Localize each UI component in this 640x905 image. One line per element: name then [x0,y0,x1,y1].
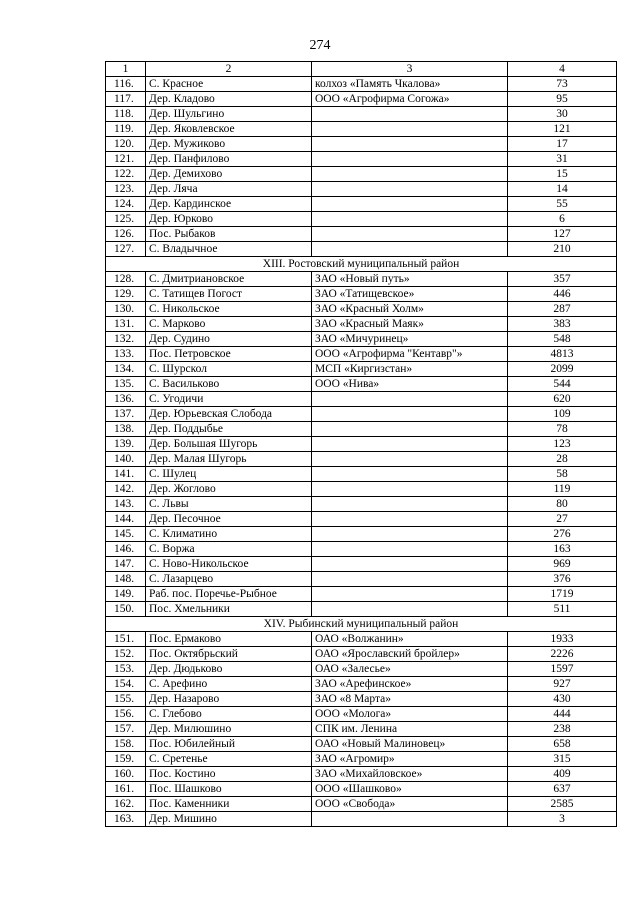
value-cell: 55 [508,197,617,212]
table-row [106,482,617,497]
value-cell: 17 [508,137,617,152]
enterprise-name: ОАО «Ярославский бройлер» [312,647,508,662]
row-number: 143. [106,497,146,512]
table-row [106,557,617,572]
table-row [106,407,617,422]
enterprise-name [312,587,508,602]
settlement-name: Пос. Каменники [146,797,312,812]
settlement-name: С. Шулец [146,467,312,482]
enterprise-name: ОАО «Волжанин» [312,632,508,647]
value-cell: 27 [508,512,617,527]
settlement-name: Дер. Шульгино [146,107,312,122]
enterprise-name: ООО «Агрофирма "Кентавр"» [312,347,508,362]
table-row [106,572,617,587]
table-row [106,287,617,302]
value-cell: 238 [508,722,617,737]
table-row [106,422,617,437]
row-number: 159. [106,752,146,767]
table-row [106,362,617,377]
value-cell: 15 [508,167,617,182]
enterprise-name: ЗАО «Новый путь» [312,272,508,287]
enterprise-name: ЗАО «Красный Маяк» [312,317,508,332]
row-number: 149. [106,587,146,602]
settlement-name: Дер. Панфилово [146,152,312,167]
table-row [106,332,617,347]
enterprise-name [312,602,508,617]
settlement-name: Дер. Юрьевская Слобода [146,407,312,422]
value-cell: 58 [508,467,617,482]
settlement-name: С. Сретенье [146,752,312,767]
table-row [106,152,617,167]
section-row [106,257,617,272]
value-cell: 80 [508,497,617,512]
row-number: 120. [106,137,146,152]
row-number: 122. [106,167,146,182]
settlement-name: С. Никольское [146,302,312,317]
value-cell: 1719 [508,587,617,602]
row-number: 146. [106,542,146,557]
settlement-name: Дер. Ляча [146,182,312,197]
settlement-name: Дер. Яковлевское [146,122,312,137]
row-number: 135. [106,377,146,392]
row-number: 154. [106,677,146,692]
value-cell: 123 [508,437,617,452]
table-row [106,242,617,257]
enterprise-name [312,452,508,467]
table-row [106,122,617,137]
value-cell: 658 [508,737,617,752]
table-row [106,512,617,527]
settlement-name: Пос. Петровское [146,347,312,362]
enterprise-name [312,572,508,587]
value-cell: 376 [508,572,617,587]
settlement-name: Дер. Песочное [146,512,312,527]
row-number: 147. [106,557,146,572]
table-row [106,317,617,332]
value-cell: 544 [508,377,617,392]
enterprise-name: ООО «Свобода» [312,797,508,812]
table-row [106,767,617,782]
row-number: 138. [106,422,146,437]
value-cell: 511 [508,602,617,617]
settlement-name: Пос. Юбилейный [146,737,312,752]
settlement-name: С. Ново-Никольское [146,557,312,572]
row-number: 158. [106,737,146,752]
row-number: 139. [106,437,146,452]
row-number: 160. [106,767,146,782]
value-cell: 276 [508,527,617,542]
enterprise-name: ЗАО «Красный Холм» [312,302,508,317]
table-row [106,272,617,287]
table-row [106,812,617,827]
row-number: 132. [106,332,146,347]
row-number: 155. [106,692,146,707]
settlement-name: С. Владычное [146,242,312,257]
table-row [106,452,617,467]
settlement-name: С. Дмитриановское [146,272,312,287]
settlement-name: С. Львы [146,497,312,512]
table-row [106,662,617,677]
value-cell: 2226 [508,647,617,662]
table-row [106,302,617,317]
value-cell: 444 [508,707,617,722]
settlement-name: С. Марково [146,317,312,332]
enterprise-name [312,242,508,257]
table-row [106,347,617,362]
value-cell: 109 [508,407,617,422]
row-number: 123. [106,182,146,197]
column-header: 3 [312,62,508,77]
table-row [106,527,617,542]
table-row [106,227,617,242]
settlement-name: Дер. Юрково [146,212,312,227]
row-number: 151. [106,632,146,647]
value-cell: 31 [508,152,617,167]
table-row [106,377,617,392]
enterprise-name [312,392,508,407]
enterprise-name: ООО «Молога» [312,707,508,722]
value-cell: 30 [508,107,617,122]
table-row [106,632,617,647]
row-number: 136. [106,392,146,407]
value-cell: 409 [508,767,617,782]
row-number: 153. [106,662,146,677]
value-cell: 1597 [508,662,617,677]
value-cell: 287 [508,302,617,317]
enterprise-name: ОАО «Залесье» [312,662,508,677]
value-cell: 14 [508,182,617,197]
row-number: 140. [106,452,146,467]
row-number: 127. [106,242,146,257]
table-row [106,797,617,812]
enterprise-name [312,512,508,527]
enterprise-name: колхоз «Память Чкалова» [312,77,508,92]
enterprise-name [312,107,508,122]
value-cell: 315 [508,752,617,767]
value-cell: 127 [508,227,617,242]
enterprise-name: ЗАО «Татищевское» [312,287,508,302]
value-cell: 620 [508,392,617,407]
settlement-name: Дер. Кладово [146,92,312,107]
table-row [106,677,617,692]
value-cell: 637 [508,782,617,797]
row-number: 124. [106,197,146,212]
settlement-name: С. Климатино [146,527,312,542]
row-number: 161. [106,782,146,797]
row-number: 119. [106,122,146,137]
settlement-name: С. Татищев Погост [146,287,312,302]
value-cell: 73 [508,77,617,92]
value-cell: 163 [508,542,617,557]
enterprise-name: МСП «Киргизстан» [312,362,508,377]
settlement-name: Пос. Костино [146,767,312,782]
enterprise-name: ООО «Нива» [312,377,508,392]
row-number: 150. [106,602,146,617]
table-row [106,782,617,797]
table-row [106,137,617,152]
settlement-name: Пос. Ермаково [146,632,312,647]
settlement-name: С. Лазарцево [146,572,312,587]
row-number: 126. [106,227,146,242]
row-number: 144. [106,512,146,527]
row-number: 125. [106,212,146,227]
value-cell: 95 [508,92,617,107]
value-cell: 548 [508,332,617,347]
enterprise-name [312,227,508,242]
table-row [106,707,617,722]
settlement-name: С. Угодичи [146,392,312,407]
enterprise-name: ЗАО «Мичуринец» [312,332,508,347]
row-number: 133. [106,347,146,362]
enterprise-name [312,527,508,542]
settlement-name: С. Арефино [146,677,312,692]
settlement-name: С. Шурскол [146,362,312,377]
settlement-name: Дер. Судино [146,332,312,347]
settlement-name: Пос. Шашково [146,782,312,797]
enterprise-name: ООО «Агрофирма Согожа» [312,92,508,107]
table-row [106,497,617,512]
section-title: XIII. Ростовский муниципальный район [106,257,617,272]
value-cell: 969 [508,557,617,572]
table-row [106,647,617,662]
value-cell: 210 [508,242,617,257]
settlement-name: Пос. Хмельники [146,602,312,617]
enterprise-name [312,137,508,152]
table-row [106,602,617,617]
enterprise-name [312,197,508,212]
value-cell: 78 [508,422,617,437]
settlement-name: Раб. пос. Поречье-Рыбное [146,587,312,602]
settlement-name: С. Глебово [146,707,312,722]
settlement-name: Дер. Демихово [146,167,312,182]
row-number: 162. [106,797,146,812]
row-number: 117. [106,92,146,107]
column-header: 1 [106,62,146,77]
row-number: 129. [106,287,146,302]
enterprise-name [312,497,508,512]
row-number: 156. [106,707,146,722]
enterprise-name [312,122,508,137]
value-cell: 6 [508,212,617,227]
value-cell: 927 [508,677,617,692]
settlement-name: Дер. Малая Шугорь [146,452,312,467]
enterprise-name [312,212,508,227]
settlement-name: Дер. Мужиково [146,137,312,152]
value-cell: 119 [508,482,617,497]
table-row [106,692,617,707]
enterprise-name: СПК им. Ленина [312,722,508,737]
column-header: 2 [146,62,312,77]
row-number: 116. [106,77,146,92]
settlement-name: Пос. Октябрьский [146,647,312,662]
header-row [106,62,617,77]
row-number: 148. [106,572,146,587]
table-row [106,467,617,482]
settlement-name: Дер. Назарово [146,692,312,707]
settlement-name: С. Васильково [146,377,312,392]
enterprise-name [312,182,508,197]
enterprise-name: ОАО «Новый Малиновец» [312,737,508,752]
enterprise-name [312,482,508,497]
table-row [106,752,617,767]
table-row [106,587,617,602]
enterprise-name [312,152,508,167]
table-row [106,92,617,107]
value-cell: 1933 [508,632,617,647]
settlement-name: С. Воржа [146,542,312,557]
table-row [106,107,617,122]
settlement-name: С. Красное [146,77,312,92]
enterprise-name [312,422,508,437]
enterprise-name: ЗАО «8 Марта» [312,692,508,707]
enterprise-name [312,557,508,572]
value-cell: 446 [508,287,617,302]
row-number: 152. [106,647,146,662]
settlement-name: Дер. Дюдьково [146,662,312,677]
enterprise-name [312,812,508,827]
value-cell: 2099 [508,362,617,377]
row-number: 142. [106,482,146,497]
settlements-table [105,61,617,827]
settlement-name: Дер. Милюшино [146,722,312,737]
row-number: 157. [106,722,146,737]
enterprise-name: ЗАО «Агромир» [312,752,508,767]
table-row [106,197,617,212]
enterprise-name: ООО «Шашково» [312,782,508,797]
table-row [106,392,617,407]
row-number: 134. [106,362,146,377]
enterprise-name: ЗАО «Михайловское» [312,767,508,782]
table-row [106,212,617,227]
page-number: 274 [309,38,331,53]
row-number: 130. [106,302,146,317]
table-row [106,167,617,182]
section-row [106,617,617,632]
settlement-name: Дер. Поддыбье [146,422,312,437]
section-title: XIV. Рыбинский муниципальный район [106,617,617,632]
table-row [106,542,617,557]
row-number: 121. [106,152,146,167]
value-cell: 2585 [508,797,617,812]
settlement-name: Дер. Мишино [146,812,312,827]
enterprise-name: ЗАО «Арефинское» [312,677,508,692]
value-cell: 383 [508,317,617,332]
table-row [106,437,617,452]
settlement-name: Дер. Кардинское [146,197,312,212]
row-number: 128. [106,272,146,287]
enterprise-name [312,167,508,182]
table-row [106,182,617,197]
settlement-name: Пос. Рыбаков [146,227,312,242]
table-body [106,62,617,827]
value-cell: 28 [508,452,617,467]
enterprise-name [312,467,508,482]
value-cell: 357 [508,272,617,287]
row-number: 131. [106,317,146,332]
enterprise-name [312,542,508,557]
value-cell: 430 [508,692,617,707]
enterprise-name [312,437,508,452]
value-cell: 4813 [508,347,617,362]
row-number: 118. [106,107,146,122]
table-row [106,737,617,752]
table-row [106,722,617,737]
enterprise-name [312,407,508,422]
row-number: 145. [106,527,146,542]
table-row [106,77,617,92]
row-number: 163. [106,812,146,827]
column-header: 4 [508,62,617,77]
settlement-name: Дер. Жоглово [146,482,312,497]
settlement-name: Дер. Большая Шугорь [146,437,312,452]
row-number: 141. [106,467,146,482]
value-cell: 121 [508,122,617,137]
row-number: 137. [106,407,146,422]
value-cell: 3 [508,812,617,827]
